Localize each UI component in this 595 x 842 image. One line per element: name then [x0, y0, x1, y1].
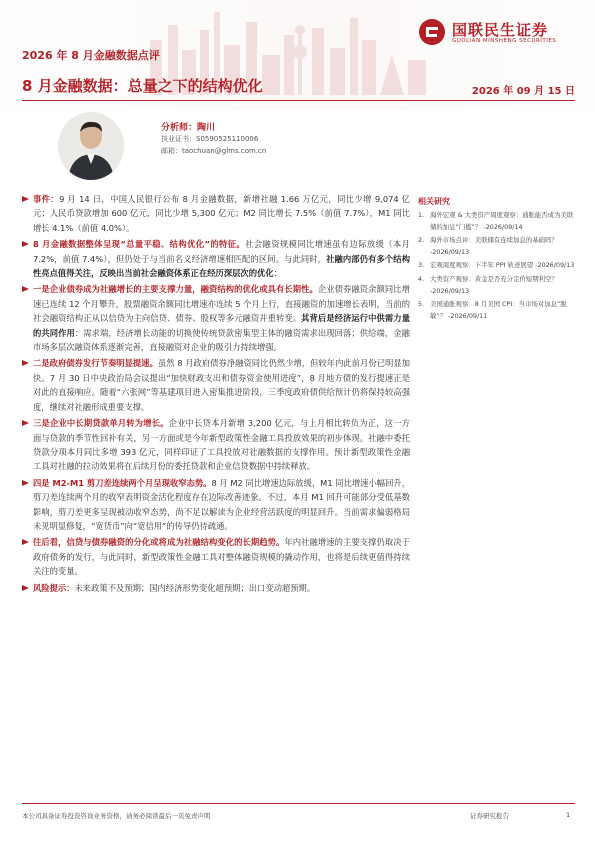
related-item-text: 海外市场点评：美联储有连续加息的基础吗？ -2026/09/13: [430, 236, 558, 256]
paragraph-text: 虽然 8 月政府债券净融资同比仍然少增，但较年内此前月份已明显加快。7 月 30 日中央政治局会议提出“加快财政支出和债券资金使用进度”，8 月地方债的发行提速正是对此的直接响应。随着“六张网”等基建项目进入密集推进阶段，三季度政府债供给预计仍将保持较高强度，继续对社融形成重要支撑。: [33, 358, 410, 412]
paragraph-lead: 风险提示：: [33, 582, 75, 593]
paragraph-text: 企业债券融资余额同比增速已连续 12 个月攀升，股票融资余额同比增速亦连续 5 个月上行，直接融资的加速增长表明，当前的社会融资结构正从以信贷为主向信贷、债券、股权等多元融资并重转变。: [33, 284, 410, 324]
related-item[interactable]: [418, 274, 576, 297]
paragraph-emphasis: 其背后是经济运行中供需力量的共同作用: [33, 313, 410, 338]
analyst-name-label: 分析师：: [161, 123, 198, 133]
paragraph-text: 社会融资规模同比增速虽有边际放缓（本月 7.2%，前值 7.4%），但仍处于与当前名义经济增速相匹配的区间。与此同时，: [33, 239, 410, 264]
logo-english-name: GUOLIAN MINSHENG SECURITIES: [452, 38, 557, 44]
series-label: 2026 年 8 月金融数据点评: [22, 49, 160, 62]
bullet-arrow-icon: [22, 480, 29, 486]
report-date: 2026 年 09 月 15 日: [471, 86, 575, 97]
paragraph-point-three: [22, 416, 410, 474]
paragraph-text: ：: [273, 268, 282, 279]
bullet-arrow-icon: [22, 286, 29, 292]
bullet-arrow-icon: [22, 241, 29, 247]
related-item-text: 美国通胀观察：8 月美国 CPI：当市场对加息“脱敏”？ -2026/09/11: [430, 300, 567, 320]
analyst-license: 执业证书：S0590525110006: [161, 135, 259, 143]
paragraph-text: 8 月 M2 同比增速边际放缓，M1 同比增速小幅回升，剪刀差连续两个月的收窄表明资金活化程度存在边际改善迹象。不过，本月 M1 回升可能部分受低基数影响，剪刀差更多呈现被动收窄态势，尚不足以解读为企业经营活跃度的明显回升。当前需求偏弱格局未见明显修复，“宽货币”向“宽信用”的传导仍待疏通。: [33, 477, 410, 531]
logo-mark-icon: [418, 18, 446, 46]
paragraph-lead: 二是政府债券发行节奏明显提速。: [33, 358, 158, 369]
paragraph-text: ：需求端，经济增长动能的切换使传统贷款密集型主体的融资需求出现回落；供给端，金融市场多层次融资体系逐渐完善，直接融资对企业的吸引力持续增强。: [33, 327, 410, 353]
report-title: 8 月金融数据：总量之下的结构优化: [22, 77, 263, 95]
footer-disclaimer: 本公司具备证券投资咨询业务资格，请务必阅读最后一页免责声明: [22, 812, 211, 820]
related-item-number: 3.: [418, 261, 425, 270]
bullet-arrow-icon: [22, 585, 29, 591]
paragraph-lead: 一是企业债券成为社融增长的主要支撑力量，融资结构的优化或具有长期性。: [33, 284, 318, 295]
footer-report-type: 证券研究报告: [470, 812, 509, 820]
analyst-info: [161, 120, 266, 158]
paragraph-point-four: [22, 476, 410, 534]
paragraph-text: 未来政策不及预期；国内经济形势变化超预期；出口变动超预期。: [74, 582, 316, 593]
paragraph-text: 企业中长贷本月新增 3,200 亿元，与上月相比转负为正，这一方面与贷款的季节性回补有关，另一方面或是今年新型政策性金融工具投放效果的初步体现。社融中委托贷款分项本月同比多增 393 亿元，同样印证了工具投放对社融数据的支撑作用。预计新型政策性金融工具对社融的拉动效果将在后续月份的委托贷款和企业信贷数据中持续释放。: [33, 418, 410, 472]
paragraph-lead: 8 月金融数据整体呈现“总量平稳、结构优化”的特征。: [33, 239, 246, 250]
related-item-number: 1.: [418, 211, 425, 219]
related-item[interactable]: [418, 260, 576, 272]
analyst-name-line: [161, 120, 266, 134]
related-item-text: 宏观周度观察：下半年 PPI 轨迹展望 -2026/09/13: [430, 261, 575, 270]
logo-chinese-name: 国联民生证券: [452, 21, 549, 39]
paragraph-text: 9 月 14 日，中国人民银行公布 8 月金融数据，新增社融 1.66 万亿元，同比少增 9,074 亿元；人民币贷款增加 600 亿元，同比少增 5,300 亿元；M2 同比增长 7.5%（前值 7.7%），M1 同比增长 4.1%（前值 4.0%）。: [33, 194, 410, 233]
paragraph-lead: 四是 M2-M1 剪刀差连续两个月呈现收窄态势。: [33, 477, 212, 488]
paragraph-lead: 事件：: [33, 194, 60, 204]
related-item-number: 4.: [418, 274, 425, 283]
bullet-arrow-icon: [22, 196, 29, 202]
analyst-name: 陶川: [197, 123, 216, 133]
related-item-text: 大类资产观察：黄金是否充分定价短期利空？ -2026/09/13: [430, 274, 558, 295]
paragraph-lead: 三是企业中长期贷款单月转为增长。: [33, 418, 169, 429]
paragraph-overview: [22, 237, 410, 280]
related-item-number: 5.: [418, 300, 425, 309]
analyst-avatar: [58, 112, 124, 180]
footer-divider: [22, 803, 575, 804]
analyst-email[interactable]: 邮箱：taochuan@glms.com.cn: [161, 147, 267, 155]
paragraph-risk: [22, 581, 410, 595]
paragraph-outlook: [22, 535, 410, 578]
bullet-arrow-icon: [22, 360, 29, 366]
paragraph-lead: 往后看，信贷与债券融资的分化或将成为社融结构变化的长期趋势。: [33, 537, 285, 548]
paragraph-event: [22, 192, 410, 235]
report-body: [22, 192, 410, 597]
related-item[interactable]: [418, 210, 576, 233]
bullet-arrow-icon: [22, 420, 29, 426]
related-item[interactable]: [418, 235, 576, 258]
broker-logo: [418, 18, 578, 50]
bullet-arrow-icon: [22, 539, 29, 545]
related-item[interactable]: [418, 299, 576, 322]
paragraph-point-one: [22, 282, 410, 354]
paragraph-text: 年内社融增速的主要支撑仍取决于政府债务的发行，与此同时，新型政策性金融工具对整体融资规模的撬动作用，也将是后续更值得持续关注的变量。: [33, 537, 410, 577]
title-divider: [22, 100, 575, 101]
related-research: [418, 196, 576, 324]
page-number: 1: [566, 811, 571, 819]
paragraph-emphasis: 社融内部仍有多个结构性亮点值得关注，反映出当前社会融资体系正在经历深层次的优化: [33, 253, 410, 279]
related-research-title: 相关研究: [418, 197, 450, 206]
related-item-text: 海外宏观 & 大类资产周度观察：通胀能否成为美联储的加息“门槛”？ -2026/09/14: [430, 211, 574, 231]
related-item-number: 2.: [418, 236, 425, 245]
paragraph-point-two: [22, 356, 410, 414]
